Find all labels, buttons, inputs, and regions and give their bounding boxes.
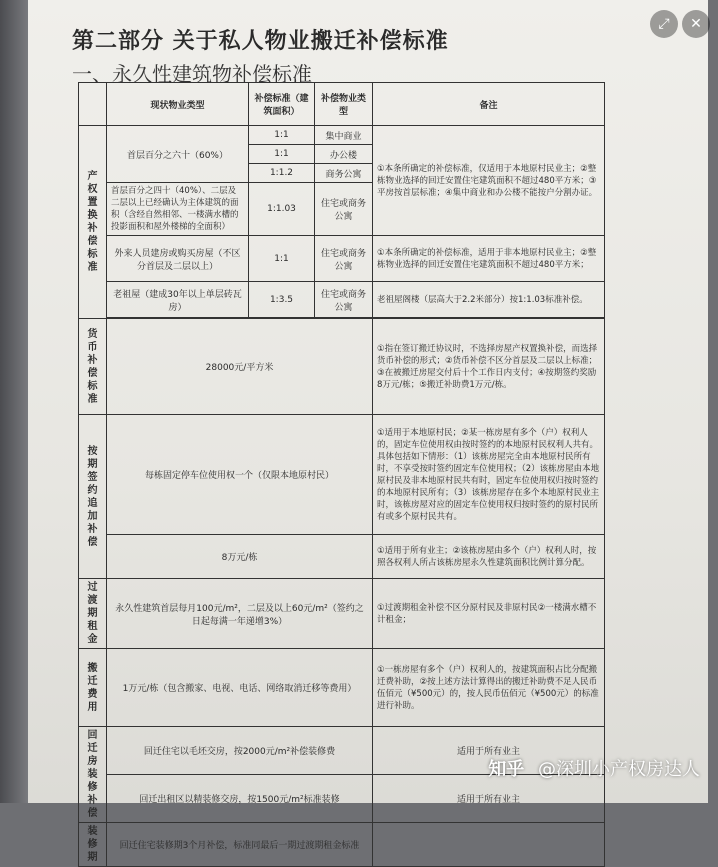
watermark-handle: @深圳小产权房达人 bbox=[538, 759, 700, 780]
page-title: 第二部分 关于私人物业搬迁补偿标准 bbox=[72, 29, 449, 54]
cell: 1:1.03 bbox=[249, 183, 315, 236]
table-row bbox=[79, 126, 605, 145]
note-cell: ①过渡期租金补偿不区分原村民及非原村民②一楼满水槽不计租金； bbox=[373, 579, 605, 649]
close-icon[interactable]: ✕ bbox=[682, 10, 710, 38]
note-cell: ①本条所确定的补偿标准，仅适用于本地原村民业主；②整栋物业选择的回迁安置住宅建筑面积不超过480平方米；③平房按首层标准；④集中商业和办公楼不能按户分割办证。 bbox=[373, 126, 605, 236]
category-cell: 装修期 bbox=[79, 823, 107, 867]
table-row bbox=[79, 579, 605, 649]
cell: 外来人员建房或购买房屋（不区分首层及二层以上） bbox=[107, 236, 249, 282]
cell: 1:1 bbox=[249, 236, 315, 282]
note-cell bbox=[373, 823, 605, 867]
note-cell: ①本条所确定的补偿标准，适用于非本地原村民业主；②整栋物业选择的回迁安置住宅建筑面积不超过480平方米； bbox=[373, 236, 605, 282]
table-header: 补偿物业类型 bbox=[315, 83, 373, 126]
expand-icon[interactable]: ⤢ bbox=[650, 10, 678, 38]
cell: 每栋固定停车位使用权一个（仅限本地原村民） bbox=[107, 415, 373, 535]
cell: 永久性建筑首层每月100元/m²，二层及以上60元/m²（签约之日起每满一年递增3%） bbox=[107, 579, 373, 649]
cell: 回迁住宅以毛坯交房，按2000元/m²补偿装修费 bbox=[107, 727, 373, 775]
cell: 1:1 bbox=[249, 126, 315, 145]
note-cell: 适用于所有业主 bbox=[373, 775, 605, 823]
page-subtitle: 一、永久性建筑物补偿标准 bbox=[72, 62, 312, 86]
table-header: 备注 bbox=[373, 83, 605, 126]
cell: 1:1.2 bbox=[249, 164, 315, 183]
cell: 8万元/栋 bbox=[107, 535, 373, 579]
note-cell: ①一栋房屋有多个（户）权利人的，按建筑面积占比分配搬迁费补助，②按上述方法计算得出的搬迁补助费不足人民币伍佰元（¥500元）的，按人民币伍佰元（¥500元）的标准进行补助。 bbox=[373, 649, 605, 727]
table-header: 现状物业类型 bbox=[107, 83, 249, 126]
cell: 1万元/栋（包含搬家、电视、电话、网络取消迁移等费用） bbox=[107, 649, 373, 727]
cell: 首层百分之四十（40%）、二层及二层以上已经确认为主体建筑的面积（含经自然相邻、一楼满水槽的投影面积和屋外楼梯的全面积） bbox=[107, 183, 249, 236]
cell: 1:1 bbox=[249, 145, 315, 164]
category-cell: 过渡期租金 bbox=[79, 579, 107, 649]
watermark-brand: 知乎 bbox=[488, 759, 525, 780]
category-cell: 货币补偿标准 bbox=[79, 319, 107, 415]
category-cell: 产权置换补偿标准 bbox=[79, 126, 107, 319]
cell: 28000元/平方米 bbox=[107, 319, 373, 415]
table-header: 补偿标准（建筑面积） bbox=[249, 83, 315, 126]
cell: 办公楼 bbox=[315, 145, 373, 164]
table-row bbox=[79, 535, 605, 579]
cell: 集中商业 bbox=[315, 126, 373, 145]
category-cell: 搬迁费用 bbox=[79, 649, 107, 727]
cell: 首层百分之六十（60%） bbox=[107, 126, 249, 183]
table-row bbox=[79, 823, 605, 867]
category-cell: 按期签约追加补偿 bbox=[79, 415, 107, 579]
cell: 住宅或商务公寓 bbox=[315, 183, 373, 236]
table-row bbox=[79, 649, 605, 727]
watermark bbox=[488, 755, 700, 781]
table-row bbox=[79, 319, 605, 415]
cell: 商务公寓 bbox=[315, 164, 373, 183]
cell: 1:3.5 bbox=[249, 282, 315, 318]
cell: 回迁住宅装修期3个月补偿，标准同最后一期过渡期租金标准 bbox=[107, 823, 373, 867]
cell: 老祖屋（建成30年以上单层砖瓦房） bbox=[107, 282, 249, 318]
cell: 住宅或商务公寓 bbox=[315, 236, 373, 282]
note-cell: ①指在签订搬迁协议时，不选择房屋产权置换补偿，而选择货币补偿的形式；②货币补偿不区分首层及二层以上标准；③在被搬迁房屋交付后十个工作日内支付；④按期签约奖励8万元/栋；⑤搬迁补助费1万元/栋。 bbox=[373, 319, 605, 415]
note-cell: 适用于所有业主 bbox=[373, 727, 605, 775]
note-cell: ①适用于本地原村民；②某一栋房屋有多个（户）权利人的，固定车位使用权由按时签约的本地原村民权利人共有。具体包括如下情形：（1）该栋房屋完全由本地原村民所有时，不享受按时签约固定车位使用权；（2）该栋房屋由本地原村民及非本地原村民共有时，固定车位使用权归按时签约的本地原村民所有；（3）该栋房屋存在多个本地原村民业主时，该栋房屋对应的固定车位使用权归按时签约的原村民所有或多个原村民共有。 bbox=[373, 415, 605, 535]
note-cell: ①适用于所有业主；②该栋房屋由多个（户）权利人时，按照各权利人所占该栋房屋永久性建筑面积比例计算分配。 bbox=[373, 535, 605, 579]
table-row bbox=[79, 236, 605, 282]
note-cell: 老祖屋阁楼（层高大于2.2米部分）按1:1.03标准补偿。 bbox=[373, 282, 605, 318]
table-row bbox=[79, 415, 605, 535]
table-header-corner bbox=[79, 83, 107, 126]
table-row bbox=[79, 775, 605, 823]
table-row bbox=[79, 282, 605, 318]
cell: 住宅或商务公寓 bbox=[315, 282, 373, 318]
category-cell: 回迁房装修补偿 bbox=[79, 727, 107, 823]
cell: 回迁出租区以精装修交房，按1500元/m²标准装修 bbox=[107, 775, 373, 823]
compensation-table bbox=[78, 82, 605, 867]
table-header-row bbox=[79, 83, 605, 126]
